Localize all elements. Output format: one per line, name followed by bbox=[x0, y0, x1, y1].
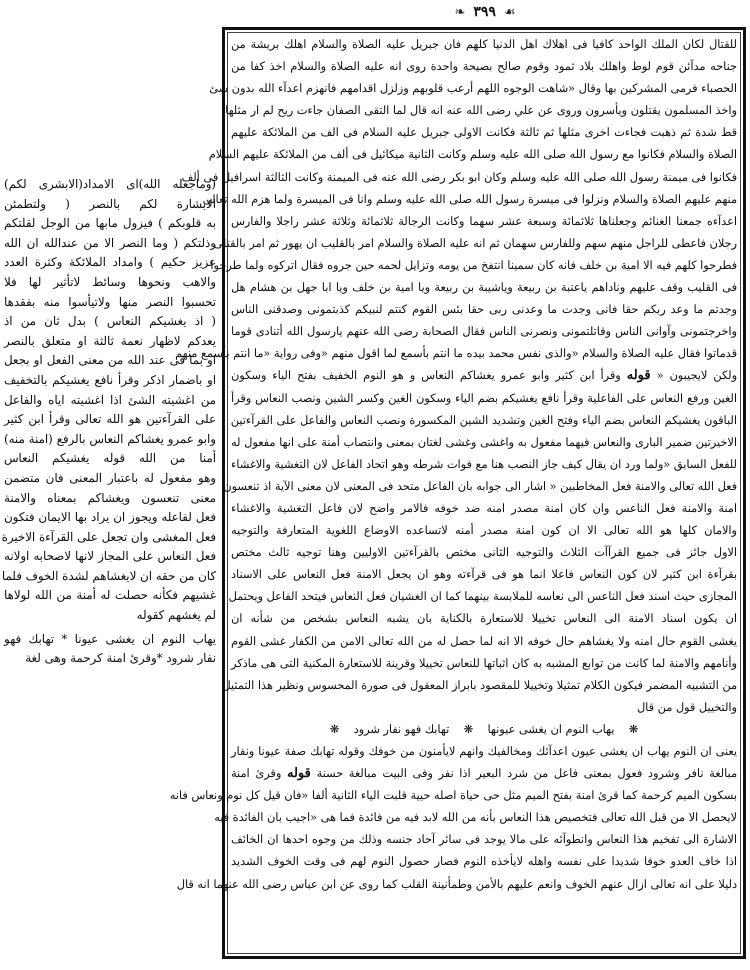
main-line: واخذ المسلمون يقتلون ويأسرون وروى عن علي رضى الله عنه انه قال لما التقى الصفان جاءت ريح لم ار مثلها bbox=[225, 104, 737, 118]
main-line-with-heading bbox=[231, 763, 737, 785]
side-line: (وماجعله الله)اى الامداد(الابشرى لكم) bbox=[4, 177, 216, 191]
main-line: فكانوا فى ميمنة رسول الله صلى الله عليه وسلم وكان ابو بكر رضى الله عنه فى الميمنة وكانت الثالثة اسرافيل فى ألف bbox=[181, 170, 737, 184]
main-line-end: و هو النوم الخفيف بفتح الياء وسكون bbox=[231, 369, 416, 383]
qawluhu-heading: قوله bbox=[626, 368, 651, 384]
poetry-verse bbox=[231, 719, 737, 741]
main-line: المجازى حيث اسند فعل الناعس الى نعاسه للملابسة بينهما كما ان الغشيان فعل النعاس فيتحد الفاعل ويحتمل bbox=[228, 590, 737, 604]
main-line-with-heading bbox=[231, 365, 737, 387]
side-line: أمنا من الله قوله يغشيكم النعاس bbox=[4, 451, 216, 466]
side-line: وهو مفعول له باعتبار المعنى فان متضمن bbox=[4, 470, 216, 485]
side-line: عزيز حكيم ) وامداد الملائكة وكثرة العدد bbox=[4, 255, 216, 270]
main-line: فى القليب وقف عليهم وناداهم ياعتبة بن ربيعة وياشيبة بن ربيعة ويا امية بن خلف ويا ابا جهل بن هشام هل bbox=[231, 281, 737, 295]
main-line: اعدآءه جمعنا الغنائم وجعلناها ثلاثمائة وسبعة عشر سهما وكانت الرجالة ثلاثمائة وثلاثة عشر راجلا والفارس bbox=[231, 214, 737, 228]
side-line: او باضمار اذكر وقرأ نافع يغشيكم بالتخفيف bbox=[4, 372, 216, 387]
side-line: الابشارة لكم بالنصر ( ولتطمئن bbox=[4, 196, 216, 211]
side-line: معنى تنعسون ويغشاكم بمعناه والامنة bbox=[4, 490, 216, 505]
side-line: والاهب ونحوها وسائط لاتأثير لها فلا bbox=[4, 274, 216, 289]
main-line: للقتال لكان الملك الواحد كافيا فى اهلاك اهل الدنيا كلهم فان جبريل عليه الصلاة والسلام اهلك بريشة من bbox=[231, 38, 737, 51]
verse-hemistich-1: يهاب النوم ان يغشى عيونها bbox=[487, 722, 615, 736]
side-line: كان من حقه ان لايغشاهم لشدة الخوف فلما bbox=[1, 568, 216, 583]
side-line: يهاب النوم ان يغشى عيونا * تهابك فهو bbox=[4, 631, 216, 646]
side-line: فعل النعاس على المجاز لانها لاصحابه اولانه bbox=[4, 549, 216, 564]
main-line: اذا خاف العدو خوفا شديدا على نفسه واهله لايأخذه النوم فصار حصول النوم لهم فى وقت الخوف الشديد bbox=[231, 855, 737, 869]
verse-separator-icon: ❋ bbox=[329, 722, 340, 736]
side-line: من اغشيته الشئ اذا اغشيته اياه والفاعل bbox=[4, 392, 216, 407]
side-commentary bbox=[1, 175, 216, 669]
quoted-phrase: وقرأ ابن كثير وابو عمرو يغشاكم النعاس bbox=[421, 369, 621, 383]
main-line: قط شدة ثم ذهبت فجاءت اخرى مثلها ثم ثالثة فكانت الاولى جبريل عليه السلام فى الف من الملائكة عليهم bbox=[231, 126, 737, 140]
side-line: وذلتكم ( وما النصر الا من عندالله ان الله bbox=[4, 235, 216, 250]
side-line: تحسبوا النصر منها ولاتيأسوا منه بفقدها bbox=[4, 294, 216, 309]
side-line: غشيهم فكأنه حصلت له أمنة من الله لولاها bbox=[4, 588, 216, 603]
main-line: يعنى ان النوم يهاب ان يغشى عيون اعدآئك ومخالفيك وانهم لايأمنون من خوفك وقوله تهابك صفة عيونا ونفار bbox=[231, 745, 737, 758]
side-line: او بما فى عند الله من معنى الفعل او بجعل bbox=[4, 353, 216, 368]
page-number: ٣٩٩ bbox=[473, 4, 496, 20]
main-line: وجدتم ما وعد ربكم حقا فانى وجدت ما وعدنى ربى حقا بئس القوم كنتم لنبيكم كذبتمونى وصدقنى الناس bbox=[231, 303, 737, 317]
verse-hemistich-2: تهابك فهو نفار شرود bbox=[353, 722, 450, 736]
main-line: دليلا على انه تعالى ازال عنهم الخوف وانعم عليهم بالأمن وطمأنينة القلب كما روى عن ابن عباس رضى الله عنهما انه قال bbox=[176, 877, 737, 891]
main-line: والتخييل قول من قال bbox=[636, 700, 737, 714]
main-line: امنة والامنة فعل الناعس وان كان امنة مصدر امنه ضد خوفه فالامر واضح لان فاعل التغشية والاغشاء bbox=[231, 501, 737, 515]
main-line: الحصباء فرمى المشركين بها وقال «شاهت الوجوه اللهم أرعب قلوبهم وزلزل اقدامهم فانهزم اعدآء الله بدون شئ bbox=[209, 82, 737, 96]
side-line: وابو عمرو يغشاكم النعاس بالرفع (امنة منه) bbox=[4, 431, 216, 446]
main-line: للفعل السابق «ولما ورد ان يقال كيف جاز النصب هنا مع فوات شرطه وهو اتحاد الفاعل لان التغشية والاغشاء bbox=[231, 457, 737, 471]
main-line: فطرحوا كلهم فيه الا امية بن خلف فانه كان سمينا انتفخ من يومه وتزايل لحمه حين جروه فقال اتركوه ولما طرحوا bbox=[210, 258, 737, 272]
main-line: فعل الله تعالى والامنة فعل المخاطبين « اشار الى جوابه بان الفاعل متحد فى المعنى لان معنى الآية اذ تنعسون bbox=[223, 479, 737, 493]
main-line: منهم عليهم الصلاة والسلام ونزلوا فى ميسرة رسول الله صلى الله عليه وسلم وانا فى الميسرة ولما هزم الله تعالى bbox=[202, 192, 737, 206]
main-line: جناحه مدآئن قوم لوط واهلك بلاد ثمود وقوم صالح بصيحة واحدة روى انه عليه الصلاة والسلام اخذ كفا من bbox=[231, 60, 737, 74]
side-line: فعل المغشى وان تجعل على القرآءة الاخيرة bbox=[1, 529, 216, 544]
main-line: بسكون الميم كرحمة كما قرئ امنة بفتح الميم مثل حى حياة اصله حيية قلبت الياء الثانية ألفا «فان قيل كل نوم ونعاس فانه bbox=[169, 789, 737, 803]
main-line: الاول جائز فى جميع القرآآت الثلاث والتوجيه الثانى مختص بالقرآءتين الاوليين وهنا توجيه ثالث مختص bbox=[231, 546, 737, 560]
main-line: لايحصل الا من قبل الله تعالى فتخصيص هذا النعاس بأنه من الله لابد فيه من فائدة فما هى «اجيب بان الفائدة فيه bbox=[214, 811, 737, 825]
side-line: نفار شرود *وقرئ امنة كرحمة وهى لغة bbox=[25, 651, 216, 666]
main-line: والامان كلها هو الله تعالى الا ان كون امنة مصدر أمنه لاتساعده الاوضاع اللغوية المتعارفة والتوجيه bbox=[231, 524, 737, 538]
main-line-start: ولكن لايجيبون « bbox=[656, 369, 738, 383]
quoted-phrase: وقرئ امنة bbox=[231, 767, 282, 781]
side-line: لم يغشهم كقوله bbox=[136, 608, 216, 623]
side-line: يعدكم لاظهار نعمة ثالثة او متعلق بالنصر bbox=[4, 333, 216, 348]
main-line: الاخيرتين ضمير البارى والنعاس فيهما مفعول به واغشى وغشى لغتان بمعنى وانتصاب أمنة على انها مفعول له bbox=[231, 435, 737, 449]
main-line: من التشبيه المضمر فيكون الكلام تمثيلا وتخييلا للمقصود بابراز المعقول فى صورة المحسوس ونظير هذا التمثيل bbox=[222, 678, 737, 692]
main-line: رجلان فاعطى للراجل منهم سهم وللفارس سهمان ثم انه عليه الصلاة والسلام امر بالقليب ان يهور ثم امر بالقتلى bbox=[213, 236, 737, 250]
side-line: على القرآءتين هو الله تعالى وقرأ ابن كثير bbox=[4, 412, 216, 427]
ornament-right-icon: ☙ bbox=[503, 4, 516, 20]
main-line: ان يكون اسناد الامنة الى النعاس تخييلا للاستعارة بالكناية بان يشبه النعاس بشخص من شأنه ان bbox=[231, 612, 737, 626]
side-line: فعل لفاعله ويجوز ان يراد بها الايمان فتكون bbox=[4, 510, 216, 525]
main-line: قدماتوا فقال عليه الصلاة والسلام «والذى نفس محمد بيده ما انتم بأسمع لما اقول منهم «وفى رواية «ما انتم بأسمع منهم bbox=[175, 347, 737, 361]
qawluhu-heading: قوله bbox=[287, 766, 311, 782]
main-line: الصلاة والسلام فكانوا مع رسول الله صلى الله عليه وسلم وكانت الثانية ميكائيل فى ألف من الملائكة عليهم السلام bbox=[208, 148, 737, 162]
main-line: الباقون يغشيكم النعاس بضم الياء وفتح الغين وتشديد الشين المكسورة ونصب النعاس والفاعل على القرآءتين bbox=[230, 413, 737, 427]
main-line: الغين ورفع النعاس على الفاعلية وقرأ نافع يغشيكم بضم الياء وسكون الغين وكسر الشين ونصب النعاس وقرأ bbox=[231, 391, 737, 405]
main-line: واخرجتمونى وآوانى الناس وقاتلتمونى ونصرنى الناس فقال الصحابة رضى الله عنهم يارسول الله أتنادى قوما bbox=[231, 325, 737, 339]
main-line: وأنامهم والامنة لما كانت من توابع المشبه به كان اثباتها للنعاس تخييلا وقرينة للاستعارة المكنية التى هى ماذكر bbox=[231, 656, 737, 670]
side-line: ( اذ يغشيكم النعاس ) بدل ثان من اذ bbox=[4, 314, 216, 329]
page-header bbox=[420, 2, 550, 22]
verse-separator-icon: ❋ bbox=[463, 722, 474, 736]
main-line: بقرآءة ابن كثير لان كون النعاس فاعلا انما هو فى قرآءته وهو ان يجعل الامنة فعل النعاس على الاسناد bbox=[231, 568, 737, 582]
verse-separator-icon: ❋ bbox=[628, 722, 639, 736]
main-line-start: مبالغة نافر وشرود فعول بمعنى فاعل من شرد البعير اذا نفر وفى البيت مبالغة حسنة bbox=[316, 767, 738, 781]
main-line: الاشارة الى تفخيم هذا النعاس وانطوآئه على مالا يوجد فى سائر آحاد جنسه وذلك من وجوه احدها ان الخائف bbox=[231, 833, 737, 847]
main-line: يغشى القوم حال امنه ولا يغشاهم حال خوفه الا انه لما حصل له من الله تعالى الامن من الكفار غشى القوم bbox=[231, 634, 737, 648]
ornament-left-icon: ❧ bbox=[454, 4, 466, 20]
side-line: به قلوبكم ) فيزول مابها من الوجل لقلتكم bbox=[4, 216, 216, 231]
